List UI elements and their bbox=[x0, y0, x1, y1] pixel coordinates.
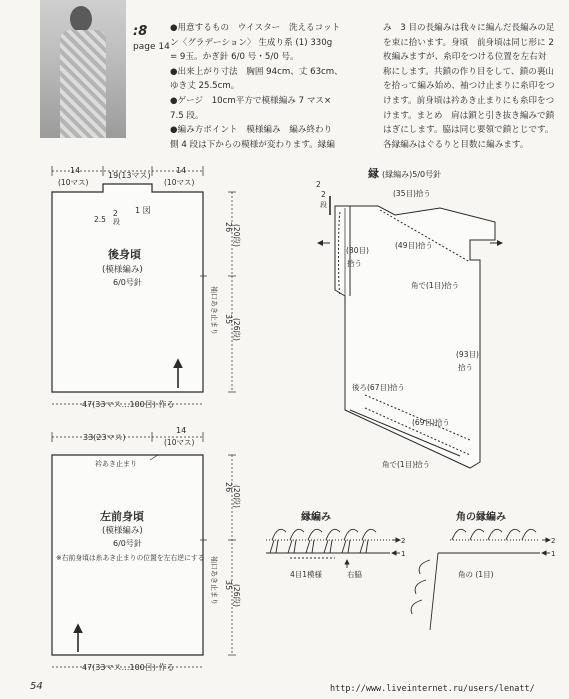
back-top-left: 14 bbox=[70, 166, 81, 175]
front-needle: 6/0号針 bbox=[113, 539, 142, 548]
size-line: ゆき丈 25.5cm。 bbox=[170, 81, 240, 92]
back-bottom: 47(33マス…100目) 作る bbox=[82, 400, 175, 409]
front-pattern: (模様編み) bbox=[102, 526, 143, 536]
edge-stitch-title: 縁編み bbox=[301, 512, 331, 523]
edging-back-67: 後ろ(67目)拾う bbox=[352, 383, 405, 392]
instruction-line: を拾って編み始め、袖つけ止まりに糸印をつ bbox=[383, 81, 555, 92]
edging-69: (69目)拾う bbox=[412, 418, 450, 427]
back-two-five: 2.5 bbox=[94, 215, 106, 224]
edge-stitch-row1: 1 bbox=[401, 550, 406, 558]
pattern-number: :8 bbox=[133, 24, 148, 39]
back-panel bbox=[52, 184, 203, 392]
back-two-sub: 段 bbox=[113, 218, 120, 226]
front-right-lower-sub: (26段) bbox=[232, 584, 241, 607]
edging-two-b: 2 bbox=[321, 190, 326, 199]
corner-stitch-row2: 2 bbox=[551, 537, 556, 545]
back-right-upper: 26 bbox=[224, 222, 233, 233]
front-collar-note: 衿あき止まり bbox=[95, 460, 137, 468]
page-reference: page 14 bbox=[133, 42, 170, 52]
back-right-lower: 35 bbox=[224, 314, 233, 325]
edging-dan: 段 bbox=[320, 201, 327, 209]
back-top-left-sub: (10マス) bbox=[58, 178, 89, 187]
size-line: ●出来上がり寸法 胸囲 94cm、丈 63cm、 bbox=[170, 66, 343, 77]
gauge-line: ●ゲージ 10cm平方で模様編み 7 マス× bbox=[170, 95, 332, 106]
edging-93-sub: 拾う bbox=[458, 363, 473, 372]
back-right-lower-sub: (26段) bbox=[232, 318, 241, 341]
edging-35: (35目)拾う bbox=[393, 189, 431, 198]
front-right-upper: 26 bbox=[224, 482, 233, 493]
edging-title: 縁 bbox=[368, 167, 379, 180]
front-bottom: 47(33マス…100目) 作る bbox=[82, 663, 175, 672]
front-right-lower: 35 bbox=[224, 580, 233, 591]
back-top-mid: 19(13マス) bbox=[108, 171, 151, 180]
edge-stitch-row2: 2 bbox=[401, 537, 406, 545]
page-number: 54 bbox=[30, 681, 43, 692]
source-url[interactable]: http://www.liveinternet.ru/users/lenatt/ bbox=[330, 684, 535, 694]
point-line: 側 4 段は下からの模様が変わります。縁編 bbox=[170, 139, 335, 150]
front-sleeve-note: 袖口あき止まり bbox=[210, 556, 218, 605]
instruction-line: 枚編みますが、糸印をつける位置を左右対 bbox=[383, 52, 547, 63]
back-top-right: 14 bbox=[176, 166, 187, 175]
back-panel-name: 後身頃 bbox=[108, 248, 141, 261]
edging-80: (80目) bbox=[346, 246, 369, 255]
front-top-right: 14 bbox=[176, 426, 187, 435]
instruction-line: 各縁編みはぐるりと目数に編みます。 bbox=[383, 139, 529, 150]
edge-stitch-chart bbox=[266, 529, 400, 568]
front-note: ※右前身頃は糸あき止まりの位置を左右逆にする bbox=[56, 554, 205, 562]
edging-80-sub: 拾う bbox=[347, 259, 362, 268]
back-fig-label: 1 図 bbox=[135, 206, 151, 215]
edge-stitch-repeat: 4目1模様 bbox=[290, 570, 323, 579]
corner-stitch-row1: 1 bbox=[551, 550, 556, 558]
instruction-line: み 3 目の長編みは我々に編んだ長編みの足 bbox=[383, 23, 555, 33]
back-pattern: (模様編み) bbox=[102, 265, 143, 275]
materials-line: ●用意するもの ウイスター 洗えるコット bbox=[170, 23, 341, 33]
corner-stitch-chart bbox=[411, 529, 550, 630]
edging-corner-1: 角で(1目)拾う bbox=[411, 281, 460, 290]
front-right-upper-sub: (20段) bbox=[232, 485, 241, 508]
edging-49: (49目)拾う bbox=[395, 241, 433, 250]
instruction-line: を束に拾います。身頃 前身頃は同じ形に 2 bbox=[383, 37, 554, 48]
point-line: ●編み方ポイント 模様編み 編み終わり bbox=[170, 125, 333, 136]
materials-line: = 9玉。かぎ針 6/0 号・5/0 号。 bbox=[170, 52, 299, 63]
back-needle: 6/0号針 bbox=[113, 278, 142, 287]
edging-93: (93目) bbox=[456, 350, 479, 359]
edge-stitch-right-side: 右脇 bbox=[347, 570, 362, 579]
front-top-main: 33(23マス) bbox=[83, 433, 126, 442]
front-top-right-sub: (10マス) bbox=[164, 438, 195, 447]
edging-corner-2: 角で(1目)拾う bbox=[382, 460, 431, 469]
materials-line: ン〈グラデーション〉 生成り系 (1) 330g bbox=[170, 37, 333, 48]
instruction-line: はぎにします。脇は同じ要領で鎖とじです。 bbox=[383, 125, 554, 136]
edging-title-sub: (縁編み)5/0号針 bbox=[382, 170, 442, 179]
corner-stitch-corner: 角の (1目) bbox=[458, 570, 494, 579]
back-sleeve-note: 袖口あき止まり bbox=[210, 286, 218, 335]
back-two: 2 bbox=[113, 209, 118, 218]
gauge-line: 7.5 段。 bbox=[170, 110, 204, 121]
back-right-upper-sub: (20段) bbox=[232, 224, 241, 247]
front-panel-name: 左前身頃 bbox=[100, 510, 144, 523]
instruction-line: けます。前身頃は衿あき止まりにも糸印をつ bbox=[383, 95, 555, 106]
instruction-line: 称にします。共鎖の作り目をして、鎖の裏山 bbox=[383, 66, 555, 77]
edging-diagram bbox=[318, 196, 502, 468]
back-top-right-sub: (10マス) bbox=[164, 178, 195, 187]
instruction-line: けます。まとめ 肩は鎖と引き抜き編みで鎖 bbox=[383, 110, 555, 121]
corner-stitch-title: 角の縁編み bbox=[456, 512, 506, 523]
edging-two-a: 2 bbox=[316, 180, 321, 189]
